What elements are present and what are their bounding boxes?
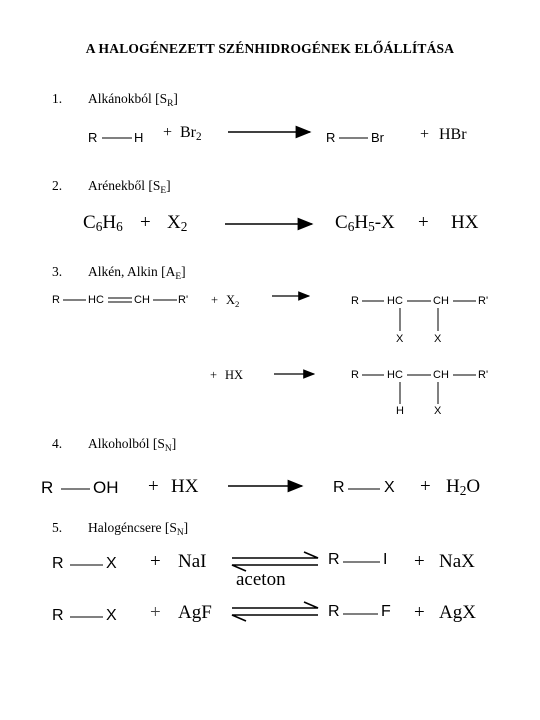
r3-R: R xyxy=(52,294,60,306)
r4-o: O xyxy=(466,476,481,497)
section-5-number: 5. xyxy=(52,520,63,535)
r3-p1-R: R xyxy=(351,295,359,307)
r2-plus-2: + xyxy=(418,212,429,233)
r3-hx: HX xyxy=(225,368,244,382)
r3-HC: HC xyxy=(88,294,104,306)
r3-p2-CH: CH xyxy=(433,369,449,381)
r2-px: -X xyxy=(374,212,395,233)
r5b-plus-2: + xyxy=(414,602,425,623)
r3-p1-HC: HC xyxy=(387,295,403,307)
r4-product-R: R xyxy=(333,479,345,496)
r3-p2-HC: HC xyxy=(387,369,403,381)
r2-c-sub: 6 xyxy=(95,219,103,234)
section-2-name: Arénekből [S xyxy=(88,178,161,193)
r4-plus: + xyxy=(148,476,159,497)
r3-R-prime: R' xyxy=(178,294,189,306)
r5b-agx: AgX xyxy=(439,602,476,623)
section-5-sub: N xyxy=(176,528,184,538)
section-3-number: 3. xyxy=(52,264,63,279)
r5a-plus: + xyxy=(150,551,161,572)
r5b-equilibrium-back xyxy=(232,615,318,621)
r2-hx: HX xyxy=(451,212,479,233)
r3-x-sub: 2 xyxy=(235,299,240,309)
section-4-close: ] xyxy=(171,436,177,451)
section-1-number: 1. xyxy=(52,91,63,106)
r1-plus: + xyxy=(163,124,173,141)
r3-p1-R-prime: R' xyxy=(478,295,489,307)
section-1-close: ] xyxy=(173,91,178,106)
r2-x-sub: 2 xyxy=(180,219,188,234)
section-3-close: ] xyxy=(181,264,186,279)
section-1-name: Alkánokból [S xyxy=(88,91,168,106)
r5a-nax: NaX xyxy=(439,551,475,572)
r1-H: H xyxy=(134,130,144,145)
section-5-close: ] xyxy=(183,520,189,535)
r5b-agf: AgF xyxy=(178,602,212,623)
r2-product xyxy=(335,212,395,234)
r3-p2-X: X xyxy=(434,405,442,417)
r1-hbr: HBr xyxy=(439,126,467,143)
section-4-sub: N xyxy=(164,444,172,454)
r4-plus-2: + xyxy=(420,476,431,497)
r5b-plus: + xyxy=(150,602,161,623)
r2-pc: C xyxy=(335,212,348,233)
r3-CH: CH xyxy=(134,294,150,306)
r5a-product-R: R xyxy=(328,551,340,568)
page-title: A HALOGÉNEZETT SZÉNHIDROGÉNEK ELŐÁLLÍTÁSA xyxy=(85,41,455,56)
r2-plus: + xyxy=(140,212,151,233)
r5b-R: R xyxy=(52,607,64,624)
r2-x2 xyxy=(167,212,187,234)
r2-x: X xyxy=(167,212,181,233)
r1-br-sub: 2 xyxy=(196,131,202,143)
r3-x2 xyxy=(226,293,239,308)
r5a-solvent: aceton xyxy=(236,569,286,590)
r3-plus: + xyxy=(211,293,219,307)
r3-plus-2: + xyxy=(210,368,218,382)
r5a-plus-2: + xyxy=(414,551,425,572)
r3-x: X xyxy=(226,293,236,307)
r5a-R: R xyxy=(52,555,64,572)
section-3-sub: E xyxy=(175,272,182,282)
r3-p1-CH: CH xyxy=(433,295,449,307)
r5b-X: X xyxy=(106,607,117,624)
r2-h-sub: 6 xyxy=(116,219,123,234)
r1-plus-2: + xyxy=(420,126,430,143)
r4-OH: OH xyxy=(93,478,119,497)
section-5-name: Halogéncsere [S xyxy=(88,520,177,535)
r3-p1-X-2: X xyxy=(434,333,442,345)
r1-br: Br xyxy=(180,124,196,141)
r4-R: R xyxy=(41,478,54,497)
r1-product-R: R xyxy=(326,130,336,145)
r2-ph: H xyxy=(354,212,369,233)
section-2-number: 2. xyxy=(52,178,63,193)
r2-c: C xyxy=(83,212,96,233)
r4-water xyxy=(446,476,480,498)
r3-p2-R-prime: R' xyxy=(478,369,489,381)
r3-p1-X-1: X xyxy=(396,333,404,345)
r5a-nai: NaI xyxy=(178,551,207,572)
section-4-name: Alkoholból [S xyxy=(88,436,165,451)
r2-h: H xyxy=(102,212,117,233)
section-2-close: ] xyxy=(166,178,171,193)
section-4-number: 4. xyxy=(52,436,63,451)
r5b-equilibrium-forward xyxy=(232,602,318,608)
r1-br2 xyxy=(180,124,202,142)
r4-h: H xyxy=(446,476,460,497)
r4-h-sub: 2 xyxy=(459,483,467,498)
r5a-product-I: I xyxy=(383,551,388,568)
r5a-equilibrium-forward xyxy=(232,552,318,558)
r1-R: R xyxy=(88,130,98,145)
r2-pc-sub: 6 xyxy=(347,219,355,234)
r2-benzene xyxy=(83,212,123,234)
r4-product-X: X xyxy=(384,479,395,496)
r2-ph-sub: 5 xyxy=(368,219,375,234)
r5b-product-R: R xyxy=(328,603,340,620)
r4-hx: HX xyxy=(171,476,199,497)
r5a-X: X xyxy=(106,555,117,572)
section-2-sub: E xyxy=(160,186,167,196)
r3-p2-H: H xyxy=(396,405,404,417)
section-3-name: Alkén, Alkin [A xyxy=(88,264,176,279)
r3-p2-R: R xyxy=(351,369,359,381)
r5b-product-F: F xyxy=(381,603,391,620)
section-1-sub: R xyxy=(167,99,174,109)
r1-product-Br: Br xyxy=(371,130,384,145)
